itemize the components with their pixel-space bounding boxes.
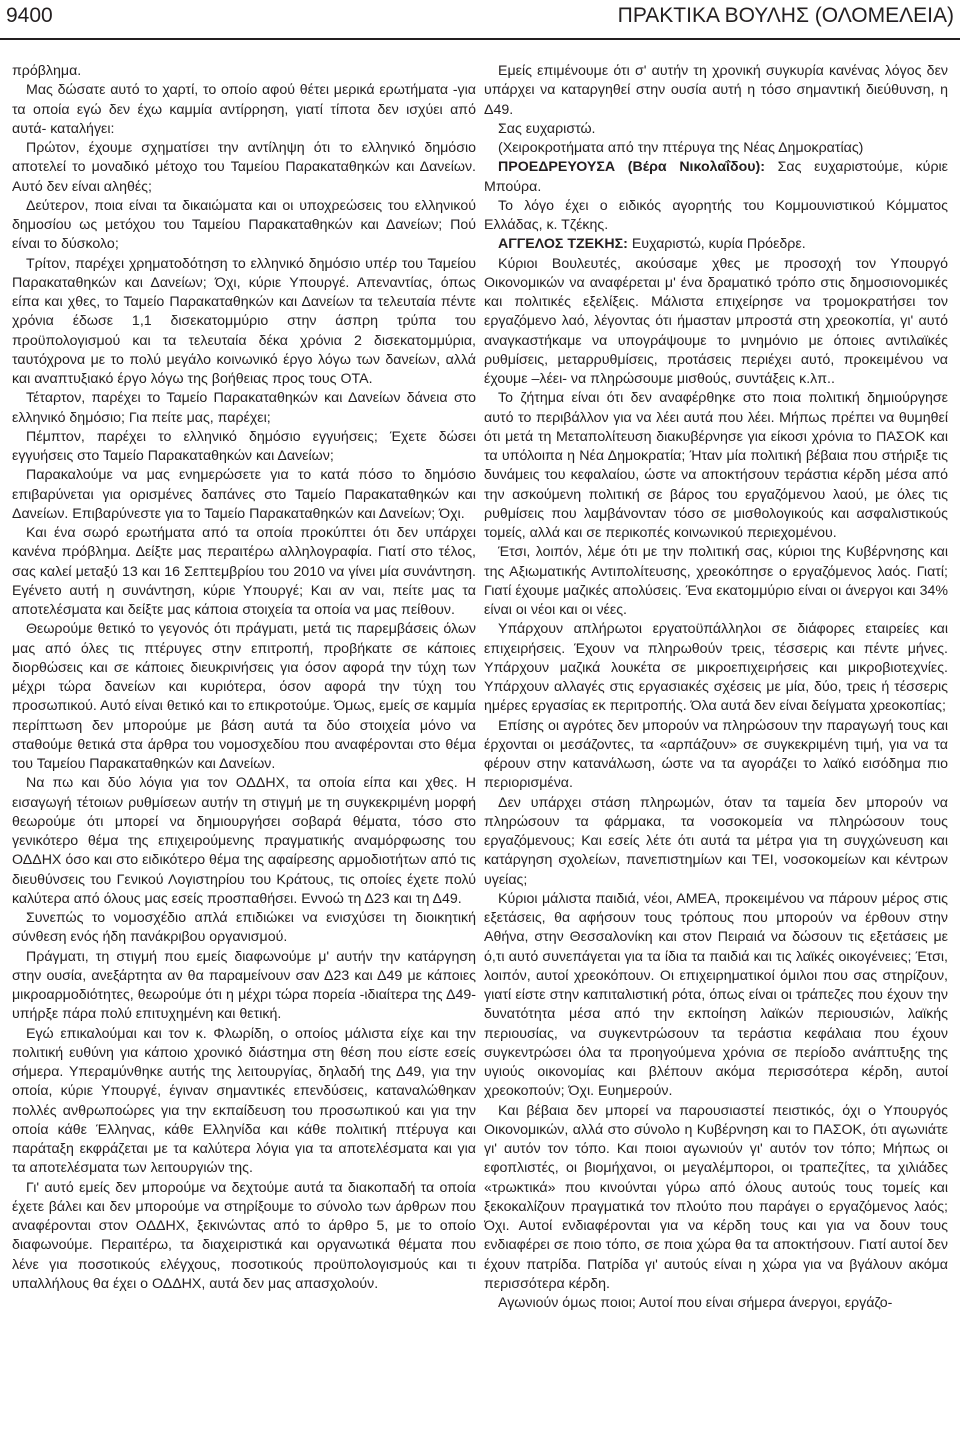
paragraph: [484, 389, 948, 543]
header-rule: [0, 38, 960, 40]
paragraph: [484, 620, 948, 716]
paragraph: [12, 197, 476, 255]
paragraph: [484, 255, 948, 390]
paragraph-text: Αγωνιούν όμως ποιοι; Αυτοί που είναι σήμερα άνεργοι, εργάζο-: [498, 1295, 893, 1311]
paragraph: [484, 120, 948, 139]
paragraph: [12, 524, 476, 620]
paragraph: [484, 197, 948, 236]
left-column: [12, 62, 476, 1432]
paragraph: [484, 62, 948, 120]
paragraph-text: Επίσης οι αγρότες δεν μπορούν να πληρώσουν την παραγωγή τους και έρχονται οι μεσάζοντες, τα «αρπάζουν» σε συγκεκριμένη τιμή, για να τα φέρουν στην κατανάλωση, ώστε να τα αγοράζει το λαϊκό εισόδημα πιο περιορισμένα.: [484, 717, 948, 792]
paragraph: [12, 1025, 476, 1179]
paragraph: [12, 466, 476, 524]
paragraph-text: Δεν υπάρχει στάση πληρωμών, όταν τα ταμεία δεν μπορούν να πληρώσουν τα φάρμακα, τα νοσοκομεία να πληρώσουν τους εργαζόμενους; Και εσείς λέτε ότι αυτά τα μέτρα για τη συγχώνευση και κατάργηση σχολείων, πανεπιστημίων και ΤΕΙ, νοσοκομείων και κέντρων υγείας;: [484, 794, 948, 888]
paragraph-text: Σας ευχαριστούμε, κύριε Μπούρα.: [484, 159, 948, 195]
paragraph: [12, 389, 476, 428]
paragraph: [484, 794, 948, 890]
page-number: 9400: [6, 4, 53, 27]
speaker-name: ΠΡΟΕΔΡΕΥΟΥΣΑ (Βέρα Νικολαΐδου):: [498, 159, 765, 176]
paragraph-text: (Χειροκροτήματα από την πτέρυγα της Νέας Δημοκρατίας): [498, 140, 864, 156]
paragraph-text: Παρακαλούμε να μας ενημερώσετε για το κατά πόσο το δημόσιο επιβαρύνεται για ορισμένες δαπάνες στο Ταμείο Παρακαταθηκών και Δανείων. Επιβαρύνεστε για το Ταμείο Παρακαταθηκών και Δανείων; Όχι.: [12, 467, 476, 522]
paragraph-text: Πρώτον, έχουμε σχηματίσει την αντίληψη ότι το ελληνικό δημόσιο αποτελεί το μοναδικό μέτοχο του Ταμείου Παρακαταθηκών και Δανείων. Αυτό δεν είναι αληθές;: [12, 140, 476, 195]
paragraph: [484, 235, 948, 254]
paragraph: [12, 81, 476, 139]
paragraph-text: Θεωρούμε θετικό το γεγονός ότι πράγματι, μετά τις παρεμβάσεις όλων μας από όλες τις πτέρυγες στην επιτροπή, προβήκατε σε κάποιες διορθώσεις και σε κάποιες διευκρινήσεις για όσον αφορά την τύχη των μέχρι τώρα δανείων και κυριότερα, όσον αφορά την τύχη του προσωπικού. Αυτό είναι θετικό και το επικροτούμε. Όμως, εμείς σε καμμία περίπτωση δεν μπορούμε με βάση αυτά τα δύο στοιχεία μόνο να σταθούμε θετικά στα άρθρα του νομοσχεδίου που αναφέρονται στο θέμα του Ταμείου Παρακαταθηκών και Δανείων.: [12, 621, 476, 772]
paragraph: [484, 890, 948, 1102]
paragraph-text: Το ζήτημα είναι ότι δεν αναφέρθηκε στο ποια πολιτική δημιούργησε αυτό το περιβάλλον για να λέει αυτά που λέει. Μήπως πρέπει να θυμηθεί ότι μετά τη Μεταπολίτευση διακυβέρνησε για είκοσι χρόνια το ΠΑΣΟΚ και τα υπόλοιπα η Νέα Δημοκρατία; Ήταν μία πολιτική βέβαια που στήριξε τις δυνάμεις του κεφαλαίου, ώστε να αποκτήσουν τεράστια κέρδη μέσα από την ασκούμενη πολιτική σε βάρος του εργαζόμενου λαού, με όλες τις ρυθμίσεις που λαμβάνονταν τόσο σε μισθολογικούς και ασφαλιστικούς τομείς, αλλά και σε περικοπές κοινωνικού περιεχομένου.: [484, 390, 948, 541]
paragraph-text: Να πω και δύο λόγια για τον ΟΔΔΗΧ, τα οποία είπα και χθες. Η εισαγωγή τέτοιων ρυθμίσεων αυτήν τη στιγμή με τη συγκεκριμένη μορφή θεωρούμε ότι μπορεί να δημιουργήσει σοβαρά θέματα, τόσο στο γενικότερο θέμα της επιχειρούμενης πραγματικής αναμόρφωσης του ΟΔΔΗΧ όσο και στο ειδικότερο θέμα της αφαίρεσης αρμοδιοτήτων από τις διευθύνσεις του Γενικού Λογιστηρίου του Κράτους, τις οποίες έχετε πολύ καλύτερα από όλους μας εσείς προσπαθήσει. Εννοώ τη Δ23 και τη Δ49.: [12, 775, 476, 907]
paragraph: [484, 1294, 948, 1313]
paragraph: [12, 1179, 476, 1295]
paragraph-text: Και βέβαια δεν μπορεί να παρουσιαστεί πειστικός, όχι ο Υπουργός Οικονομικών, αλλά στο σύνολο η Κυβέρνηση και το ΠΑΣΟΚ, ότι αγωνιάτε γι' αυτόν τον τόπο. Και ποιοι αγωνιούν γι' αυτόν τον τόπο; Μήπως οι εφοπλιστές, οι βιομήχανοι, οι μεγαλέμποροι, οι τραπεζίτες, τα χιλιάδες «τρωκτικά» που κινούνται γύρω από όλους αυτούς τους τομείς και ξεκοκαλίζουν πραγματικά τον πλούτο που παράγει ο εργαζόμενος λαός; Όχι. Αυτοί ενδιαφέρονται για να κέρδη τους και για να δουν τους ενδιαφέρει σε ποιο τόπο, σε ποια χώρα θα τα αποκτήσουν. Γιατί αυτοί δεν έχουν πατρίδα. Πατρίδα γι' αυτούς είναι η χώρα για να βγάλουν ακόμα περισσότερα κέρδη.: [484, 1102, 948, 1292]
paragraph: [484, 139, 948, 158]
paragraph: [12, 948, 476, 1025]
paragraph: [484, 158, 948, 197]
paragraph-text: Κύριοι μάλιστα παιδιά, νέοι, ΑΜΕΑ, προκειμένου να πάρουν μέρος στις εξετάσεις, θα αφήσουν τους τρόπους που μπορούν να έρθουν στην Αθήνα, στην Θεσσαλονίκη και στον Πειραιά να δώσουν τις εξετάσεις με ό,τι αυτό συνεπάγεται για τα ίδια τα παιδιά και τις λαϊκές οικογένειες; Έτσι, λοιπόν, αυτοί χρεοκόπουν. Οι επιχειρηματικοί όμιλοι που σας στηρίζουν, γιατί είστε στην καπιταλιστική ρότα, όπως είναι οι τράπεζες που έχουν την δυνατότητα μέσα από την εκποίηση λαϊκών περιουσιών, λαϊκής περιουσίας, να συγκεντρώσουν τα τεράστια κεφάλαια που έχουν συγκεντρώσει όλα τα προηγούμενα χρόνια σε περίοδο ανάπτυξης της υγιούς οικονομίας και βλέπουν ακόμα περισσότερα κέρδη, αυτοί χρεοκοπούν; Όχι. Ευημερούν.: [484, 890, 948, 1100]
paragraph-text: Δεύτερον, ποια είναι τα δικαιώματα και οι υποχρεώσεις του ελληνικού δημοσίου ως μετόχου του Ταμείου Παρακαταθηκών και Δανείων; Πού είναι το δύσκολο;: [12, 197, 476, 253]
paragraph-text: Έτσι, λοιπόν, λέμε ότι με την πολιτική σας, κύριοι της Κυβέρνησης και της Αξιωματικής Αντιπολίτευσης, χρεοκόπησε ο εργαζόμενος λαός. Γιατί; Γιατί έχουμε μαζικές απολύσεις. Ένα εκατομμύριο είναι οι άνεργοι και 34% είναι οι νέοι και οι νέες.: [484, 544, 948, 618]
page-header: [0, 0, 960, 42]
paragraph: [12, 909, 476, 948]
paragraph: [12, 62, 476, 81]
paragraph: [12, 774, 476, 909]
paragraph: [12, 255, 476, 390]
paragraph: [484, 543, 948, 620]
paragraph-text: Σας ευχαριστώ.: [498, 120, 596, 137]
paragraph-text: Μας δώσατε αυτό το χαρτί, το οποίο αφού θέτει μερικά ερωτήματα -για τα οποία εγώ δεν έχω καμμία αντίρρηση, γιατί τίποτα δεν ισχύει από αυτά- καταλήγει:: [12, 82, 476, 137]
paragraph-text: Εγώ επικαλούμαι και τον κ. Φλωρίδη, ο οποίος μάλιστα είχε και την πολιτική ευθύνη για κάποιο χρονικό διάστημα στη θέση που είστε εσείς σήμερα. Υπεραμύνθηκε αυτής της λειτουργίας, δηλαδή της Δ49, για την οποία, κύριε Υπουργέ, έγιναν σημαντικές επενδύσεις, καταναλώθηκαν πολλές ανθρωποώρες για την εκπαίδευση του προσωπικού και για την οποία κάθε Έλληνας, κάθε Ελληνίδα και κάθε πολιτική πτέρυγα και παράταξη εκφράζεται με τα καλύτερα λόγια για τα αποτελέσματα και για τα αποτελέσματα των λειτουργιών της.: [12, 1025, 476, 1177]
paragraph-text: Πέμπτον, παρέχει το ελληνικό δημόσιο εγγυήσεις; Έχετε δώσει εγγυήσεις στο Ταμείο Παρακαταθηκών και Δανείων;: [12, 428, 476, 464]
paragraph-text: Τρίτον, παρέχει χρηματοδότηση το ελληνικό δημόσιο υπέρ του Ταμείου Παρακαταθηκών και Δανείων; Όχι, κύριε Υπουργέ. Απεναντίας, όπως είπα και χθες, το Ταμείο Παρακαταθηκών και Δανείων τα τελευταία πέντε χρόνια έδωσε 1,1 δισεκατομμύριο στην άσπρη τρύπα του προϋπολογισμού και τα τελευταία δέκα χρόνια 2 δισεκατομμύρια, ταυτόχρονα με το πολύ μεγάλο κοινωνικό έργο λόγω των δανείων, αλλά και αναπτυξιακό έργο λόγω της βοήθειας προς τους ΟΤΑ.: [12, 255, 476, 387]
paragraph-text: Εμείς επιμένουμε ότι σ' αυτήν τη χρονική συγκυρία κανένας λόγος δεν υπάρχει να καταργηθεί στην ουσία αυτή η τόσο σημαντική διεύθυνση, η Δ49.: [484, 63, 948, 118]
paragraph-text: Γι' αυτό εμείς δεν μπορούμε να δεχτούμε αυτά τα διακοπαδή τα οποία έχετε βάλει και δεν μπορούμε να στηρίξουμε το σύνολο των άρθρων που αναφέρονται στον ΟΔΔΗΧ, ξεκινώντας από το άρθρο 5, με το οποίο διαφωνούμε. Περαιτέρω, τα διαχειριστικά και οργανωτικά θέματα που λένε για ποσοτικούς ελέγχους, ποσοτικούς προϋπολογισμούς και τι υπαλλήλους θα έχει ο ΟΔΔΗΧ, αυτά δεν μας απασχολούν.: [12, 1179, 476, 1292]
paragraph-text: Ευχαριστώ, κυρία Πρόεδρε.: [627, 236, 806, 253]
paragraph: [12, 428, 476, 467]
paragraph-text: Κύριοι Βουλευτές, ακούσαμε χθες με προσοχή τον Υπουργό Οικονομικών να αναφέρεται μ' ένα δραματικό τρόπο στις δημοσιονομικές και πολιτικές εξελίξεις. Μάλιστα επιχείρησε να τρομοκρατήσει τον εργαζόμενο λαό, λέγοντας ότι ήμασταν μπροστά στη χρεοκοπία, γι' αυτό αναγκαστήκαμε να υπογράψουμε το μνημόνιο με όποιες αντιλαϊκές ρυθμίσεις, μεταρρυθμίσεις, προτάσεις περιέχει αυτό, προκειμένου να έχουμε –λέει- να πληρώσουμε μισθούς, συντάξεις κ.λπ..: [484, 255, 948, 387]
paragraph-text: πρόβλημα.: [12, 63, 82, 79]
running-title: ΠΡΑΚΤΙΚΑ ΒΟΥΛΗΣ (ΟΛΟΜΕΛΕΙΑ): [617, 4, 954, 27]
paragraph-text: Και ένα σωρό ερωτήματα από τα οποία προκύπτει ότι δεν υπάρχει κανένα πρόβλημα. Δείξτε μας περαιτέρω αλληλογραφία. Γιατί στο τέλος, σας καλεί μεταξύ 13 και 16 Σεπτεμβρίου του 2010 να γίνει μία συνάντηση. Εγένετο αυτή η συνάντηση, κύριε Υπουργέ; Και αν ναι, πείτε μας τα αποτελέσματα και δείξτε μας κάποια στοιχεία τα οποία να μας πείθουν.: [12, 525, 476, 618]
paragraph: [12, 620, 476, 774]
paragraph-text: Το λόγο έχει ο ειδικός αγορητής του Κομμουνιστικού Κόμματος Ελλάδας, κ. Τζέκης.: [484, 197, 948, 233]
paragraph: [484, 717, 948, 794]
paragraph: [12, 139, 476, 197]
paragraph-text: Συνεπώς το νομοσχέδιο απλά επιδιώκει να ενισχύσει τη διοικητική σύνθεση ενός ήδη πανάκριβου οργανισμού.: [12, 910, 476, 946]
paragraph-text: Τέταρτον, παρέχει το Ταμείο Παρακαταθηκών και Δανείων δάνεια στο ελληνικό δημόσιο; Για πείτε μας, παρέχει;: [12, 390, 476, 426]
paragraph: [484, 1102, 948, 1295]
paragraph-text: Υπάρχουν απλήρωτοι εργατοϋπάλληλοι σε διάφορες εταιρείες και επιχειρήσεις. Έχουν να πληρωθούν τρεις, τέσσερις και πέντε μήνες. Υπάρχουν μαζικά λουκέτα σε μικροεπιχειρήσεις και μικροβιοτεχνίες. Υπάρχουν αλλαγές στις εργασιακές σχέσεις με μία, δύο, τρεις ή τέσσερις ημέρες εργασίας εκ περιτροπής. Όλα αυτά δεν είναι δείγματα χρεοκοπίας;: [484, 621, 948, 715]
paragraph-text: Πράγματι, τη στιγμή που εμείς διαφωνούμε μ' αυτήν την κατάργηση στην ουσία, ανεξάρτητα αν θα παραμείνουν σαν Δ23 και Δ49 με κάποιες μικροαρμοδιότητες, θεωρούμε ότι η μέχρι τώρα πορεία -ιδιαίτερα της Δ49- υπήρξε πάρα πολύ επιτυχημένη και θετική.: [12, 948, 476, 1023]
right-column: [484, 62, 948, 1432]
speaker-name: ΑΓΓΕΛΟΣ ΤΖΕΚΗΣ:: [498, 236, 628, 253]
